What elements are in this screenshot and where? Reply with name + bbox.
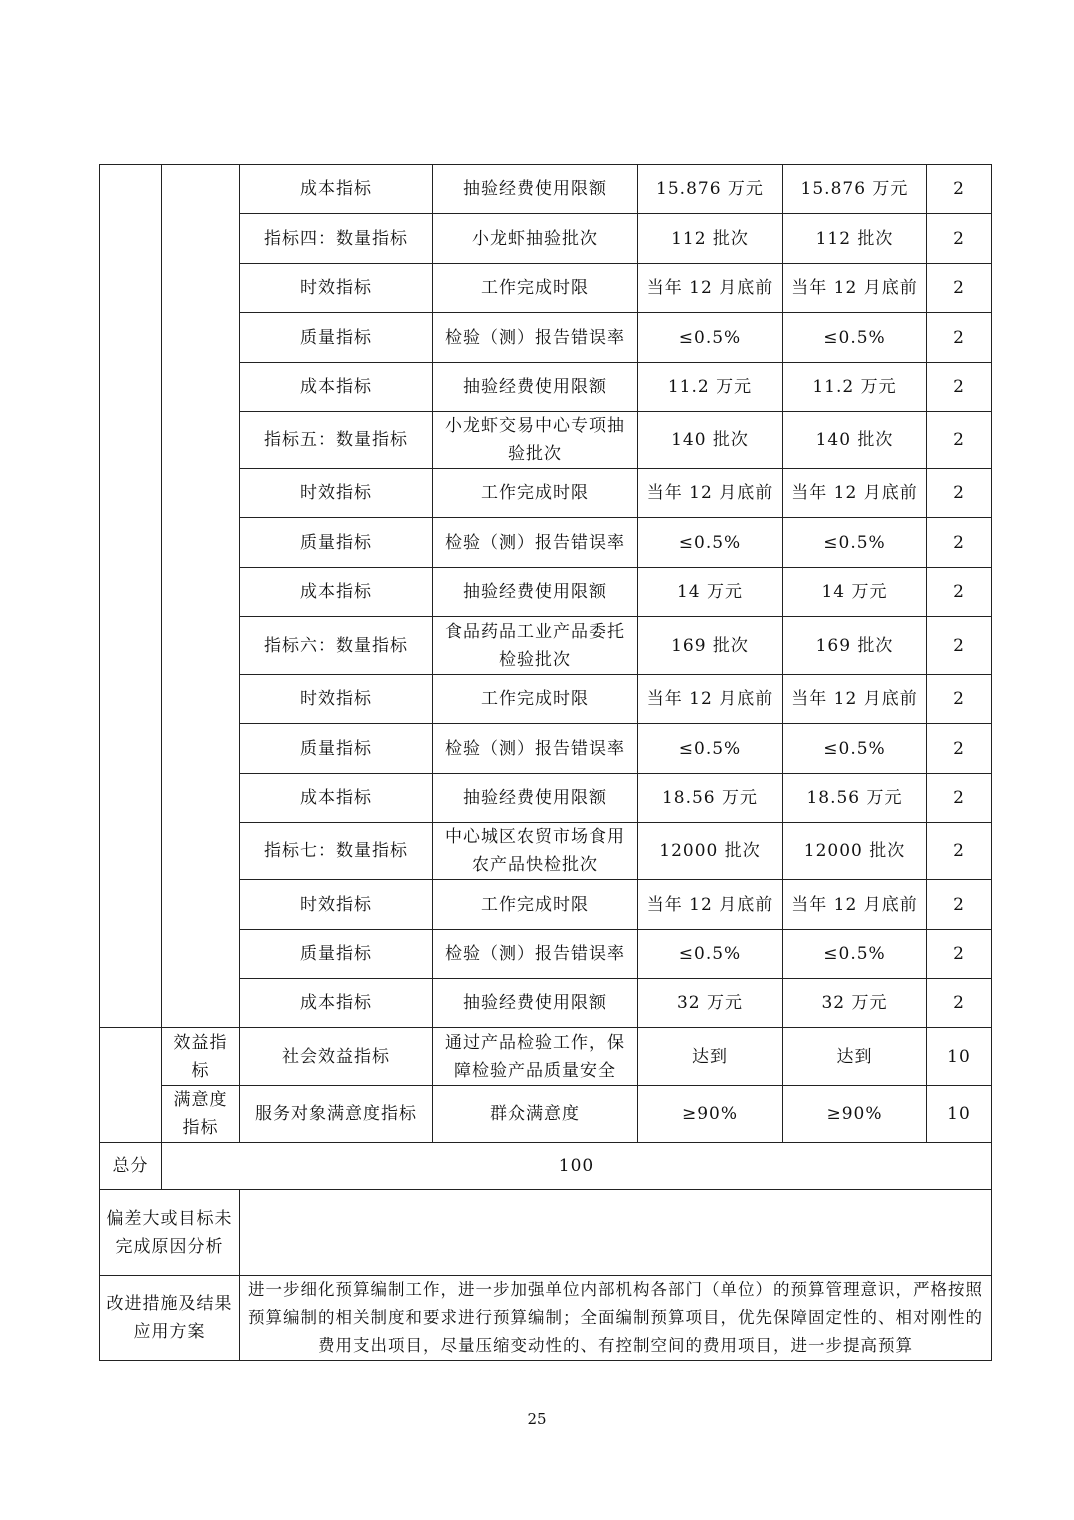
indicator-score: 2 bbox=[927, 675, 992, 724]
indicator-name: 检验（测）报告错误率 bbox=[433, 930, 638, 979]
satisfaction-score: 10 bbox=[927, 1086, 992, 1143]
indicator-actual: 112 批次 bbox=[783, 214, 927, 264]
indicator-name: 小龙虾交易中心专项抽验批次 bbox=[433, 412, 638, 469]
indicator-type: 成本指标 bbox=[240, 774, 433, 823]
indicator-type: 指标四：数量指标 bbox=[240, 214, 433, 264]
indicator-name: 食品药品工业产品委托检验批次 bbox=[433, 617, 638, 675]
indicator-actual: 当年 12 月底前 bbox=[783, 264, 927, 313]
indicator-target: ≤0.5% bbox=[638, 724, 783, 774]
indicator-type: 指标六：数量指标 bbox=[240, 617, 433, 675]
indicator-actual: 当年 12 月底前 bbox=[783, 469, 927, 518]
indicator-score: 2 bbox=[927, 823, 992, 880]
indicator-score: 2 bbox=[927, 214, 992, 264]
indicator-actual: ≤0.5% bbox=[783, 518, 927, 568]
benefit-actual: 达到 bbox=[783, 1028, 927, 1086]
benefit-score: 10 bbox=[927, 1028, 992, 1086]
indicator-type: 时效指标 bbox=[240, 675, 433, 724]
deviation-value bbox=[240, 1190, 992, 1276]
indicator-name: 小龙虾抽验批次 bbox=[433, 214, 638, 264]
indicator-type: 成本指标 bbox=[240, 979, 433, 1028]
indicator-actual: 11.2 万元 bbox=[783, 363, 927, 412]
indicator-type: 质量指标 bbox=[240, 724, 433, 774]
indicator-name: 工作完成时限 bbox=[433, 469, 638, 518]
satisfaction-name: 群众满意度 bbox=[433, 1086, 638, 1143]
indicator-actual: 当年 12 月底前 bbox=[783, 675, 927, 724]
indicator-name: 抽验经费使用限额 bbox=[433, 363, 638, 412]
deviation-label: 偏差大或目标未完成原因分析 bbox=[100, 1190, 240, 1276]
indicator-name: 工作完成时限 bbox=[433, 880, 638, 930]
indicator-target: 15.876 万元 bbox=[638, 165, 783, 214]
indicator-type: 成本指标 bbox=[240, 568, 433, 617]
indicator-score: 2 bbox=[927, 568, 992, 617]
indicator-type: 指标五：数量指标 bbox=[240, 412, 433, 469]
indicator-score: 2 bbox=[927, 165, 992, 214]
indicator-score: 2 bbox=[927, 617, 992, 675]
indicator-name: 工作完成时限 bbox=[433, 264, 638, 313]
indicator-score: 2 bbox=[927, 979, 992, 1028]
indicator-actual: ≤0.5% bbox=[783, 313, 927, 363]
indicator-target: 当年 12 月底前 bbox=[638, 880, 783, 930]
indicator-name: 抽验经费使用限额 bbox=[433, 774, 638, 823]
indicator-target: 32 万元 bbox=[638, 979, 783, 1028]
indicator-name: 检验（测）报告错误率 bbox=[433, 724, 638, 774]
indicator-name: 检验（测）报告错误率 bbox=[433, 313, 638, 363]
indicator-score: 2 bbox=[927, 930, 992, 979]
blank-category-cell bbox=[100, 165, 162, 1028]
benefit-name: 通过产品检验工作，保障检验产品质量安全 bbox=[433, 1028, 638, 1086]
improvement-label: 改进措施及结果应用方案 bbox=[100, 1276, 240, 1361]
indicator-type: 时效指标 bbox=[240, 264, 433, 313]
indicator-name: 抽验经费使用限额 bbox=[433, 979, 638, 1028]
indicator-type: 成本指标 bbox=[240, 363, 433, 412]
satisfaction-row bbox=[100, 1086, 992, 1143]
indicator-score: 2 bbox=[927, 774, 992, 823]
total-label: 总分 bbox=[100, 1143, 162, 1190]
indicator-score: 2 bbox=[927, 264, 992, 313]
indicator-type: 质量指标 bbox=[240, 930, 433, 979]
performance-indicator-table bbox=[99, 164, 992, 1361]
indicator-actual: 32 万元 bbox=[783, 979, 927, 1028]
indicator-actual: ≤0.5% bbox=[783, 930, 927, 979]
indicator-target: 14 万元 bbox=[638, 568, 783, 617]
indicator-type: 质量指标 bbox=[240, 313, 433, 363]
indicator-score: 2 bbox=[927, 880, 992, 930]
indicator-target: 12000 批次 bbox=[638, 823, 783, 880]
indicator-target: 140 批次 bbox=[638, 412, 783, 469]
indicator-name: 检验（测）报告错误率 bbox=[433, 518, 638, 568]
indicator-score: 2 bbox=[927, 363, 992, 412]
indicator-actual: 15.876 万元 bbox=[783, 165, 927, 214]
indicator-score: 2 bbox=[927, 313, 992, 363]
satisfaction-category: 满意度指标 bbox=[162, 1086, 240, 1143]
indicator-target: 当年 12 月底前 bbox=[638, 264, 783, 313]
indicator-type: 成本指标 bbox=[240, 165, 433, 214]
indicator-type: 时效指标 bbox=[240, 469, 433, 518]
indicator-target: 18.56 万元 bbox=[638, 774, 783, 823]
indicator-type: 质量指标 bbox=[240, 518, 433, 568]
indicator-actual: 140 批次 bbox=[783, 412, 927, 469]
indicator-actual: 当年 12 月底前 bbox=[783, 880, 927, 930]
table-row bbox=[100, 165, 992, 214]
indicator-target: 当年 12 月底前 bbox=[638, 469, 783, 518]
indicator-type: 指标七：数量指标 bbox=[240, 823, 433, 880]
indicator-score: 2 bbox=[927, 412, 992, 469]
indicator-actual: 169 批次 bbox=[783, 617, 927, 675]
indicator-target: 11.2 万元 bbox=[638, 363, 783, 412]
indicator-name: 中心城区农贸市场食用农产品快检批次 bbox=[433, 823, 638, 880]
benefit-target: 达到 bbox=[638, 1028, 783, 1086]
improvement-row bbox=[100, 1276, 992, 1361]
blank-category-cell bbox=[100, 1028, 162, 1143]
indicator-score: 2 bbox=[927, 518, 992, 568]
indicator-target: ≤0.5% bbox=[638, 313, 783, 363]
benefit-category: 效益指标 bbox=[162, 1028, 240, 1086]
indicator-target: 当年 12 月底前 bbox=[638, 675, 783, 724]
indicator-actual: 18.56 万元 bbox=[783, 774, 927, 823]
deviation-row bbox=[100, 1190, 992, 1276]
indicator-score: 2 bbox=[927, 724, 992, 774]
satisfaction-target: ≥90% bbox=[638, 1086, 783, 1143]
benefit-row bbox=[100, 1028, 992, 1086]
indicator-type: 时效指标 bbox=[240, 880, 433, 930]
indicator-target: 169 批次 bbox=[638, 617, 783, 675]
total-value: 100 bbox=[162, 1143, 992, 1190]
satisfaction-type: 服务对象满意度指标 bbox=[240, 1086, 433, 1143]
indicator-score: 2 bbox=[927, 469, 992, 518]
indicator-target: ≤0.5% bbox=[638, 930, 783, 979]
page-number: 25 bbox=[527, 1410, 547, 1428]
blank-subcategory-cell bbox=[162, 165, 240, 1028]
total-row bbox=[100, 1143, 992, 1190]
satisfaction-actual: ≥90% bbox=[783, 1086, 927, 1143]
indicator-actual: 12000 批次 bbox=[783, 823, 927, 880]
benefit-type: 社会效益指标 bbox=[240, 1028, 433, 1086]
indicator-actual: 14 万元 bbox=[783, 568, 927, 617]
indicator-name: 抽验经费使用限额 bbox=[433, 568, 638, 617]
indicator-name: 抽验经费使用限额 bbox=[433, 165, 638, 214]
indicator-target: 112 批次 bbox=[638, 214, 783, 264]
indicator-target: ≤0.5% bbox=[638, 518, 783, 568]
table-body bbox=[100, 165, 992, 1361]
indicator-actual: ≤0.5% bbox=[783, 724, 927, 774]
improvement-text: 进一步细化预算编制工作，进一步加强单位内部机构各部门（单位）的预算管理意识，严格按照预算编制的相关制度和要求进行预算编制；全面编制预算项目，优先保障固定性的、相对刚性的费用支出项目，尽量压缩变动性的、有控制空间的费用项目，进一步提高预算 bbox=[240, 1276, 992, 1361]
indicator-name: 工作完成时限 bbox=[433, 675, 638, 724]
